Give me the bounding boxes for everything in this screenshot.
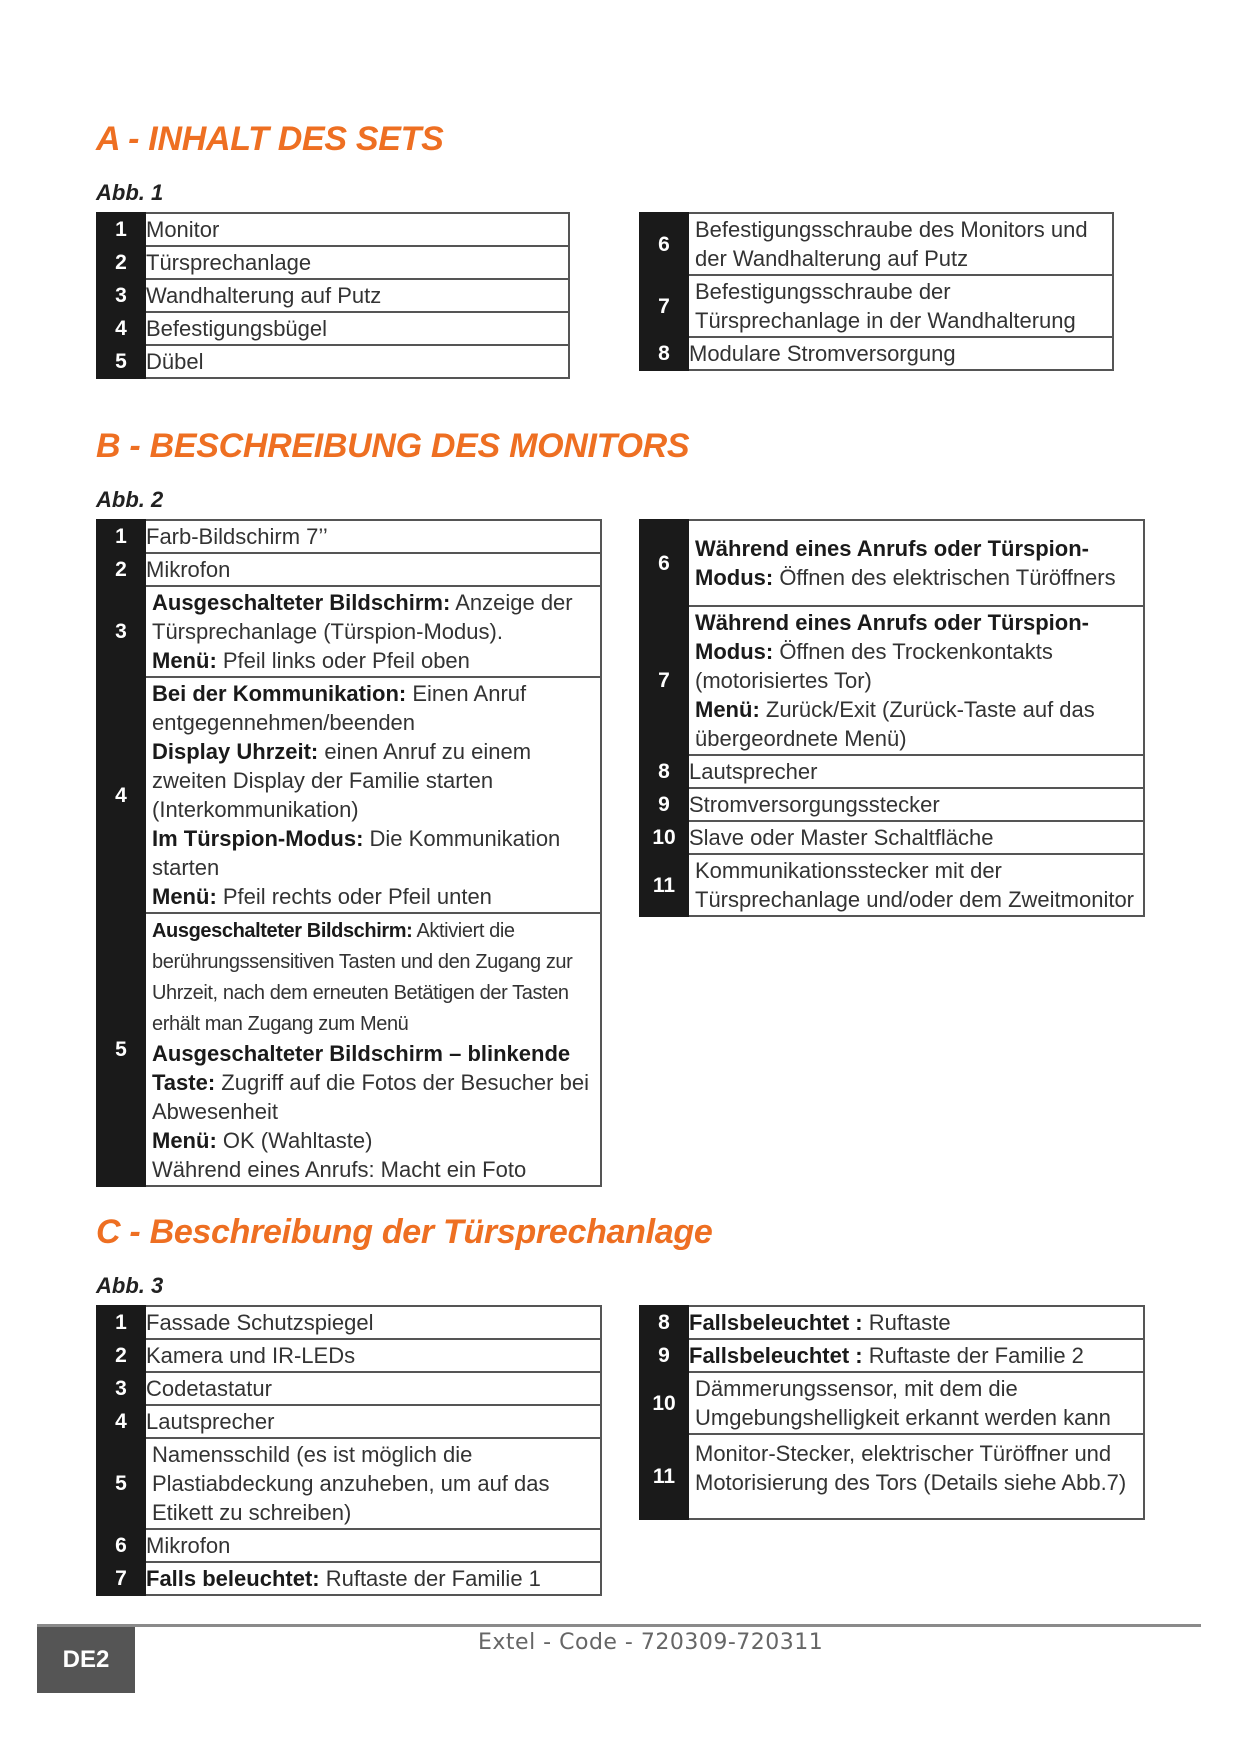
item-label: Ausgeschalteter Bildschirm – blinkende Taste: — [152, 1041, 571, 1095]
item-text: Dämmerungssensor, mit dem die Umgebungshelligkeit erkannt werden kann — [688, 1372, 1144, 1434]
item-label: Display Uhrzeit: — [152, 739, 319, 764]
footer-code: Extel - Code - 720309-720311 — [478, 1630, 824, 1655]
item-number: 6 — [640, 213, 688, 275]
item-text — [145, 913, 601, 1186]
item-text: Türsprechanlage — [145, 246, 569, 279]
item-number: 10 — [640, 1372, 688, 1434]
table-row — [97, 913, 601, 1186]
item-desc: Ruftaste der Familie 2 — [862, 1343, 1084, 1368]
item-number: 4 — [97, 1405, 145, 1438]
item-text — [145, 1562, 601, 1595]
table-b-right — [639, 519, 1145, 917]
item-text — [688, 520, 1144, 606]
item-label: Falls beleuchtet: — [146, 1566, 320, 1591]
item-number: 3 — [97, 279, 145, 312]
table-a-right — [639, 212, 1114, 371]
item-desc: Anzeige der Türsprechanlage (Türspion-Modus). — [152, 590, 573, 644]
item-number: 7 — [97, 1562, 145, 1595]
table-row — [640, 1434, 1144, 1519]
item-text — [145, 586, 601, 677]
table-row — [97, 1306, 601, 1339]
item-label: Menü: — [152, 1128, 217, 1153]
item-label: Ausgeschalteter Bildschirm: — [152, 590, 451, 615]
item-number: 2 — [97, 1339, 145, 1372]
item-number: 6 — [640, 520, 688, 606]
item-desc: Ruftaste — [862, 1310, 951, 1335]
item-number: 9 — [640, 1339, 688, 1372]
item-text — [688, 606, 1144, 755]
item-label: Im Türspion-Modus: — [152, 826, 364, 851]
item-label: Fallsbeleuchtet : — [689, 1343, 863, 1368]
table-row — [640, 1306, 1144, 1339]
item-label: Menü: — [695, 697, 760, 722]
item-desc: Einen Anruf entgegennehmen/beenden — [152, 681, 527, 735]
table-b-left — [96, 519, 602, 1187]
item-text: Befestigungsbügel — [145, 312, 569, 345]
item-text: Monitor-Stecker, elektrischer Türöffner und Motorisierung des Tors (Details siehe Abb.7) — [688, 1434, 1144, 1519]
section-b-title: B - BESCHREIBUNG DES MONITORS — [96, 427, 690, 465]
table-row — [97, 213, 569, 246]
item-text — [688, 1306, 1144, 1339]
item-number: 1 — [97, 1306, 145, 1339]
table-row — [97, 1339, 601, 1372]
table-row — [640, 1339, 1144, 1372]
table-row — [97, 586, 601, 677]
item-desc: Während eines Anrufs: Macht ein Foto — [152, 1157, 527, 1182]
table-row — [97, 345, 569, 378]
table-row — [640, 213, 1113, 275]
item-text: Fassade Schutzspiegel — [145, 1306, 601, 1339]
table-row — [97, 312, 569, 345]
table-row — [640, 520, 1144, 606]
item-number: 9 — [640, 788, 688, 821]
table-row — [97, 279, 569, 312]
item-number: 2 — [97, 246, 145, 279]
item-number: 11 — [640, 1434, 688, 1519]
item-number: 5 — [97, 1438, 145, 1529]
item-number: 8 — [640, 337, 688, 370]
item-number: 8 — [640, 755, 688, 788]
item-number: 5 — [97, 913, 145, 1186]
item-desc: Aktiviert die berührungssensitiven Tasten und den Zugang zur Uhrzeit, nach dem erneuten Betätigen der Tasten erhält man Zugang zum Menü — [152, 920, 573, 1035]
item-text: Mikrofon — [145, 553, 601, 586]
item-desc: OK (Wahltaste) — [216, 1128, 373, 1153]
item-label: Menü: — [152, 884, 217, 909]
item-desc: Pfeil rechts oder Pfeil unten — [216, 884, 492, 909]
table-row — [97, 1438, 601, 1529]
item-number: 4 — [97, 312, 145, 345]
table-c-left — [96, 1305, 602, 1596]
table-row — [640, 337, 1113, 370]
table-c-right — [639, 1305, 1145, 1520]
item-number: 3 — [97, 586, 145, 677]
item-text — [688, 1339, 1144, 1372]
item-text: Stromversorgungsstecker — [688, 788, 1144, 821]
item-text: Modulare Stromversorgung — [688, 337, 1113, 370]
item-desc: Öffnen des elektrischen Türöffners — [773, 565, 1116, 590]
table-row — [97, 553, 601, 586]
table-row — [640, 788, 1144, 821]
table-row — [640, 1372, 1144, 1434]
table-a-left — [96, 212, 570, 379]
item-text: Kamera und IR-LEDs — [145, 1339, 601, 1372]
item-text: Befestigungsschraube des Monitors und der Wandhalterung auf Putz — [688, 213, 1113, 275]
item-text: Wandhalterung auf Putz — [145, 279, 569, 312]
item-number: 11 — [640, 854, 688, 916]
item-text: Mikrofon — [145, 1529, 601, 1562]
table-row — [640, 275, 1113, 337]
table-row — [97, 246, 569, 279]
section-c-title: C - Beschreibung der Türsprechanlage — [96, 1213, 713, 1251]
item-text: Kommunikationsstecker mit der Türsprechanlage und/oder dem Zweitmonitor — [688, 854, 1144, 916]
item-label: Während eines Anrufs oder Türspion-Modus: — [695, 536, 1089, 590]
item-text: Lautsprecher — [145, 1405, 601, 1438]
item-text: Slave oder Master Schaltfläche — [688, 821, 1144, 854]
section-a-title: A - INHALT DES SETS — [96, 120, 444, 158]
item-label: Ausgeschalteter Bildschirm: — [152, 920, 413, 942]
table-row — [97, 520, 601, 553]
item-number: 7 — [640, 275, 688, 337]
table-row — [97, 677, 601, 913]
item-desc: einen Anruf zu einem zweiten Display der Familie starten (Interkommunikation) — [152, 739, 532, 822]
item-desc: Zurück/Exit (Zurück-Taste auf das übergeordnete Menü) — [695, 697, 1095, 751]
page-number: DE2 — [37, 1627, 135, 1693]
table-row — [640, 821, 1144, 854]
item-label: Bei der Kommunikation: — [152, 681, 407, 706]
figure-label-1: Abb. 1 — [96, 180, 164, 205]
item-text: Codetastatur — [145, 1372, 601, 1405]
table-row — [640, 755, 1144, 788]
item-desc: Pfeil links oder Pfeil oben — [216, 648, 470, 673]
item-number: 2 — [97, 553, 145, 586]
item-label: Menü: — [152, 648, 217, 673]
item-desc: Zugriff auf die Fotos der Besucher bei Abwesenheit — [152, 1070, 589, 1124]
table-row — [97, 1405, 601, 1438]
table-row — [97, 1562, 601, 1595]
item-number: 10 — [640, 821, 688, 854]
figure-label-3: Abb. 3 — [96, 1273, 164, 1298]
item-number: 1 — [97, 213, 145, 246]
footer-divider — [37, 1624, 1201, 1627]
item-text — [145, 677, 601, 913]
item-text: Farb-Bildschirm 7’’ — [145, 520, 601, 553]
table-row — [97, 1372, 601, 1405]
item-number: 1 — [97, 520, 145, 553]
item-number: 8 — [640, 1306, 688, 1339]
table-row — [97, 1529, 601, 1562]
figure-label-2: Abb. 2 — [96, 487, 164, 512]
item-number: 7 — [640, 606, 688, 755]
table-row — [640, 606, 1144, 755]
item-text: Monitor — [145, 213, 569, 246]
item-label: Während eines Anrufs oder Türspion-Modus: — [695, 610, 1089, 664]
item-label: Fallsbeleuchtet : — [689, 1310, 863, 1335]
item-number: 6 — [97, 1529, 145, 1562]
item-text: Namensschild (es ist möglich die Plastiabdeckung anzuheben, um auf das Etikett zu schreiben) — [145, 1438, 601, 1529]
item-number: 3 — [97, 1372, 145, 1405]
table-row — [640, 854, 1144, 916]
item-desc: Ruftaste der Familie 1 — [319, 1566, 541, 1591]
item-text: Dübel — [145, 345, 569, 378]
item-text: Befestigungsschraube der Türsprechanlage in der Wandhalterung — [688, 275, 1113, 337]
item-number: 5 — [97, 345, 145, 378]
item-text: Lautsprecher — [688, 755, 1144, 788]
item-desc: Öffnen des Trockenkontakts (motorisiertes Tor) — [695, 639, 1053, 693]
item-number: 4 — [97, 677, 145, 913]
item-desc: Die Kommunikation starten — [152, 826, 561, 880]
